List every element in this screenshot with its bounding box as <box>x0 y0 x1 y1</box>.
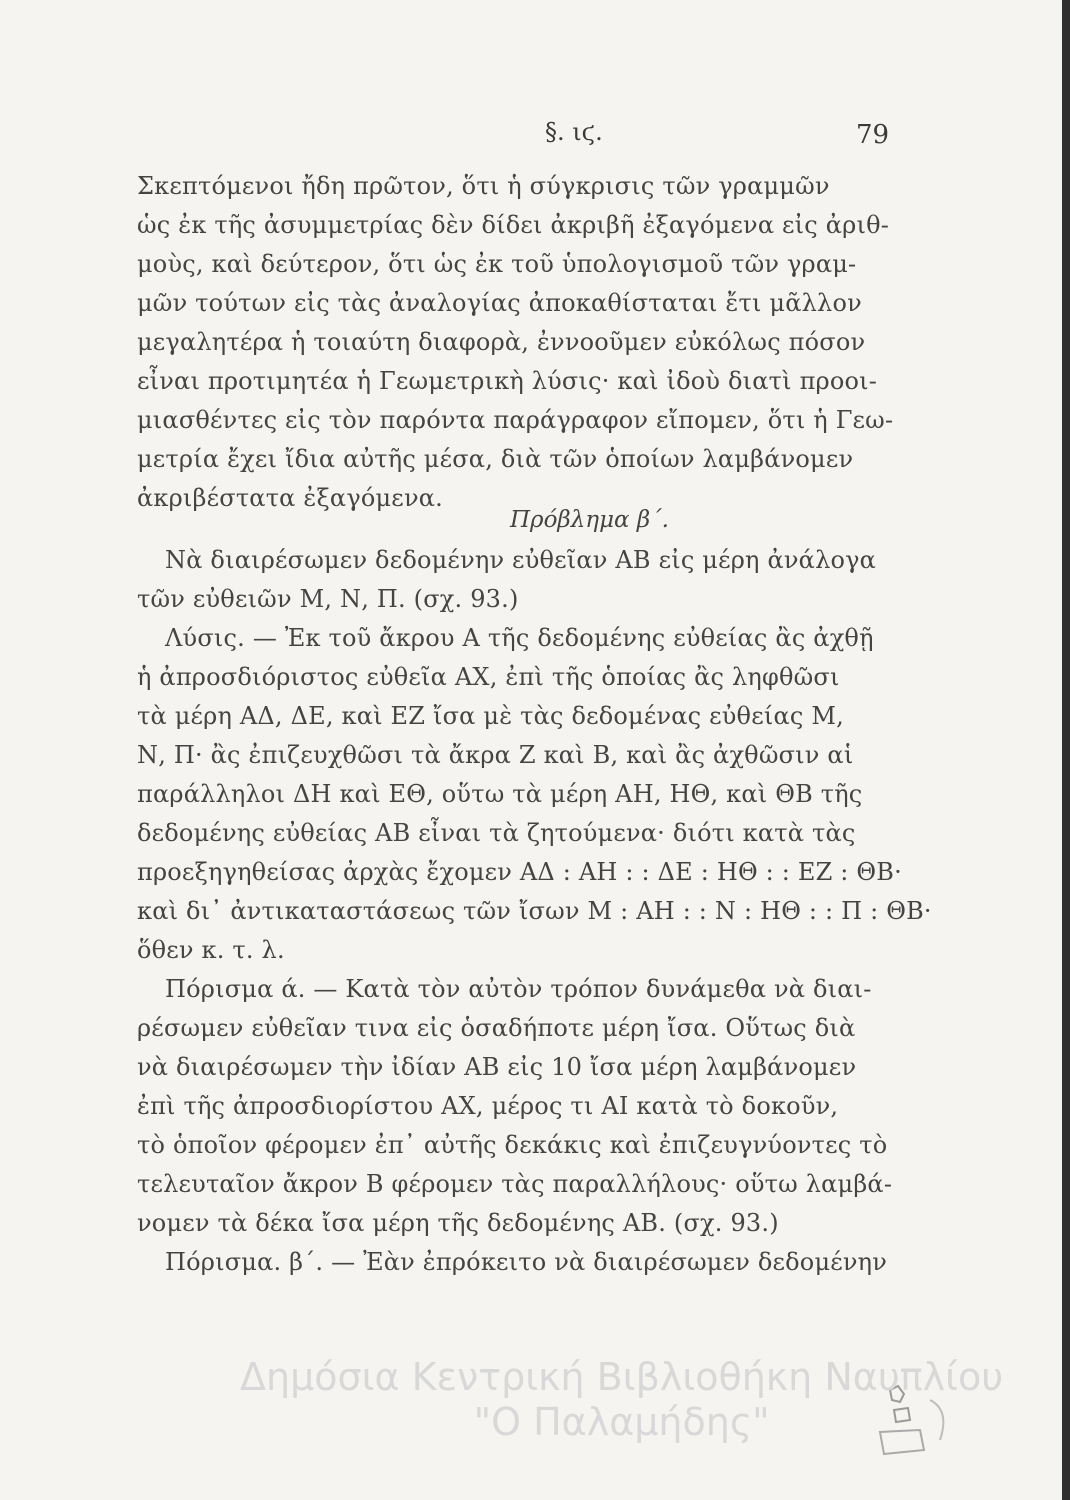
text-line: τὰ μέρη ΑΔ, ΔΕ, καὶ ΕΖ ἴσα μὲ τὰς δεδομένας εὐθείας Μ, <box>137 702 844 730</box>
text-line: μῶν τούτων εἰς τὰς ἀναλογίας ἀποκαθίσταται ἔτι μᾶλλον <box>137 289 862 317</box>
text-line: τελευταῖον ἄκρον Β φέρομεν τὰς παραλλήλους· οὕτω λαμβά- <box>137 1170 893 1198</box>
page-edge <box>1062 0 1070 1500</box>
text-line: ὡς ἐκ τῆς ἀσυμμετρίας δὲν δίδει ἀκριβῆ ἐξαγόμενα εἰς ἀριθ- <box>137 211 890 239</box>
text-line: μιασθέντες εἰς τὸν παρόντα παράγραφον εἴπομεν, ὅτι ἡ Γεω- <box>137 406 894 434</box>
text-line: μεγαλητέρα ἡ τοιαύτη διαφορὰ, ἐννοοῦμεν εὐκόλως πόσον <box>137 328 866 356</box>
text-line: Λύσις. — Ἐκ τοῦ ἄκρου Α τῆς δεδομένης εὐθείας ἂς ἀχθῇ <box>165 624 874 652</box>
watermark-line-1: Δημόσια Κεντρική Βιβλιοθήκη Ναυπλίου <box>240 1355 1004 1399</box>
text-line: ἐπὶ τῆς ἀπροσδιορίστου ΑΧ, μέρος τι ΑΙ κατὰ τὸ δοκοῦν, <box>137 1092 839 1120</box>
text-line: νὰ διαιρέσωμεν τὴν ἰδίαν ΑΒ εἰς 10 ἴσα μέρη λαμβάνομεν <box>137 1053 857 1081</box>
text-line: ἡ ἀπροσδιόριστος εὐθεῖα ΑΧ, ἐπὶ τῆς ὁποίας ἂς ληφθῶσι <box>137 663 840 691</box>
text-line: ρέσωμεν εὐθεῖαν τινα εἰς ὁσαδήποτε μέρη ἴσα. Οὕτως διὰ <box>137 1014 856 1042</box>
text-line: εἶναι προτιμητέα ἡ Γεωμετρικὴ λύσις· καὶ ἰδοὺ διατὶ προοι- <box>137 367 878 395</box>
text-line: τὸ ὁποῖον φέρομεν ἐπ᾽ αὐτῆς δεκάκις καὶ ἐπιζευγνύοντες τὸ <box>137 1131 888 1159</box>
text-line: μοὺς, καὶ δεύτερον, ὅτι ὡς ἐκ τοῦ ὑπολογισμοῦ τῶν γραμ- <box>137 250 857 278</box>
text-line: τῶν εὐθειῶν Μ, Ν, Π. (σχ. 93.) <box>137 585 519 613</box>
text-line: δεδομένης εὐθείας ΑΒ εἶναι τὰ ζητούμενα· διότι κατὰ τὰς <box>137 819 856 847</box>
text-line: παράλληλοι ΔΗ καὶ ΕΘ, οὕτω τὰ μέρη ΑΗ, ΗΘ, καὶ ΘΒ τῆς <box>137 780 863 808</box>
page-number: 79 <box>856 120 890 150</box>
text-line: νομεν τὰ δέκα ἴσα μέρη τῆς δεδομένης ΑΒ. (σχ. 93.) <box>137 1209 779 1237</box>
text-line: ἀκριβέστατα ἐξαγόμενα. <box>137 484 443 512</box>
problem-title: Πρόβλημα β΄. <box>510 507 669 533</box>
text-line: Νὰ διαιρέσωμεν δεδομένην εὐθεῖαν ΑΒ εἰς μέρη ἀνάλογα <box>165 546 877 574</box>
section-header: §. ιϛ. <box>545 118 603 146</box>
text-line: Πόρισμα. β΄. — Ἐὰν ἐπρόκειτο νὰ διαιρέσωμεν δεδομένην <box>165 1248 888 1276</box>
text-line: Ν, Π· ἂς ἐπιζευχθῶσι τὰ ἄκρα Ζ καὶ Β, καὶ ἂς ἀχθῶσιν αἱ <box>137 741 854 769</box>
text-line: καὶ δι᾽ ἀντικαταστάσεως τῶν ἴσων Μ : ΑΗ : : Ν : ΗΘ : : Π : ΘΒ· <box>137 897 932 925</box>
text-line: ὅθεν κ. τ. λ. <box>137 936 285 964</box>
text-line: μετρία ἔχει ἴδια αὐτῆς μέσα, διὰ τῶν ὁποίων λαμβάνομεν <box>137 445 854 473</box>
library-watermark <box>240 1355 1003 1445</box>
text-line: προεξηγηθείσας ἀρχὰς ἔχομεν ΑΔ : ΑΗ : : ΔΕ : ΗΘ : : ΕΖ : ΘΒ· <box>137 858 902 886</box>
text-line: Σκεπτόμενοι ἤδη πρῶτον, ὅτι ἡ σύγκρισις τῶν γραμμῶν <box>137 172 830 200</box>
text-line: Πόρισμα ά. — Κατὰ τὸν αὐτὸν τρόπον δυνάμεθα νὰ διαι- <box>165 975 872 1003</box>
watermark-line-2: "Ο Παλαμήδης" <box>473 1399 770 1444</box>
